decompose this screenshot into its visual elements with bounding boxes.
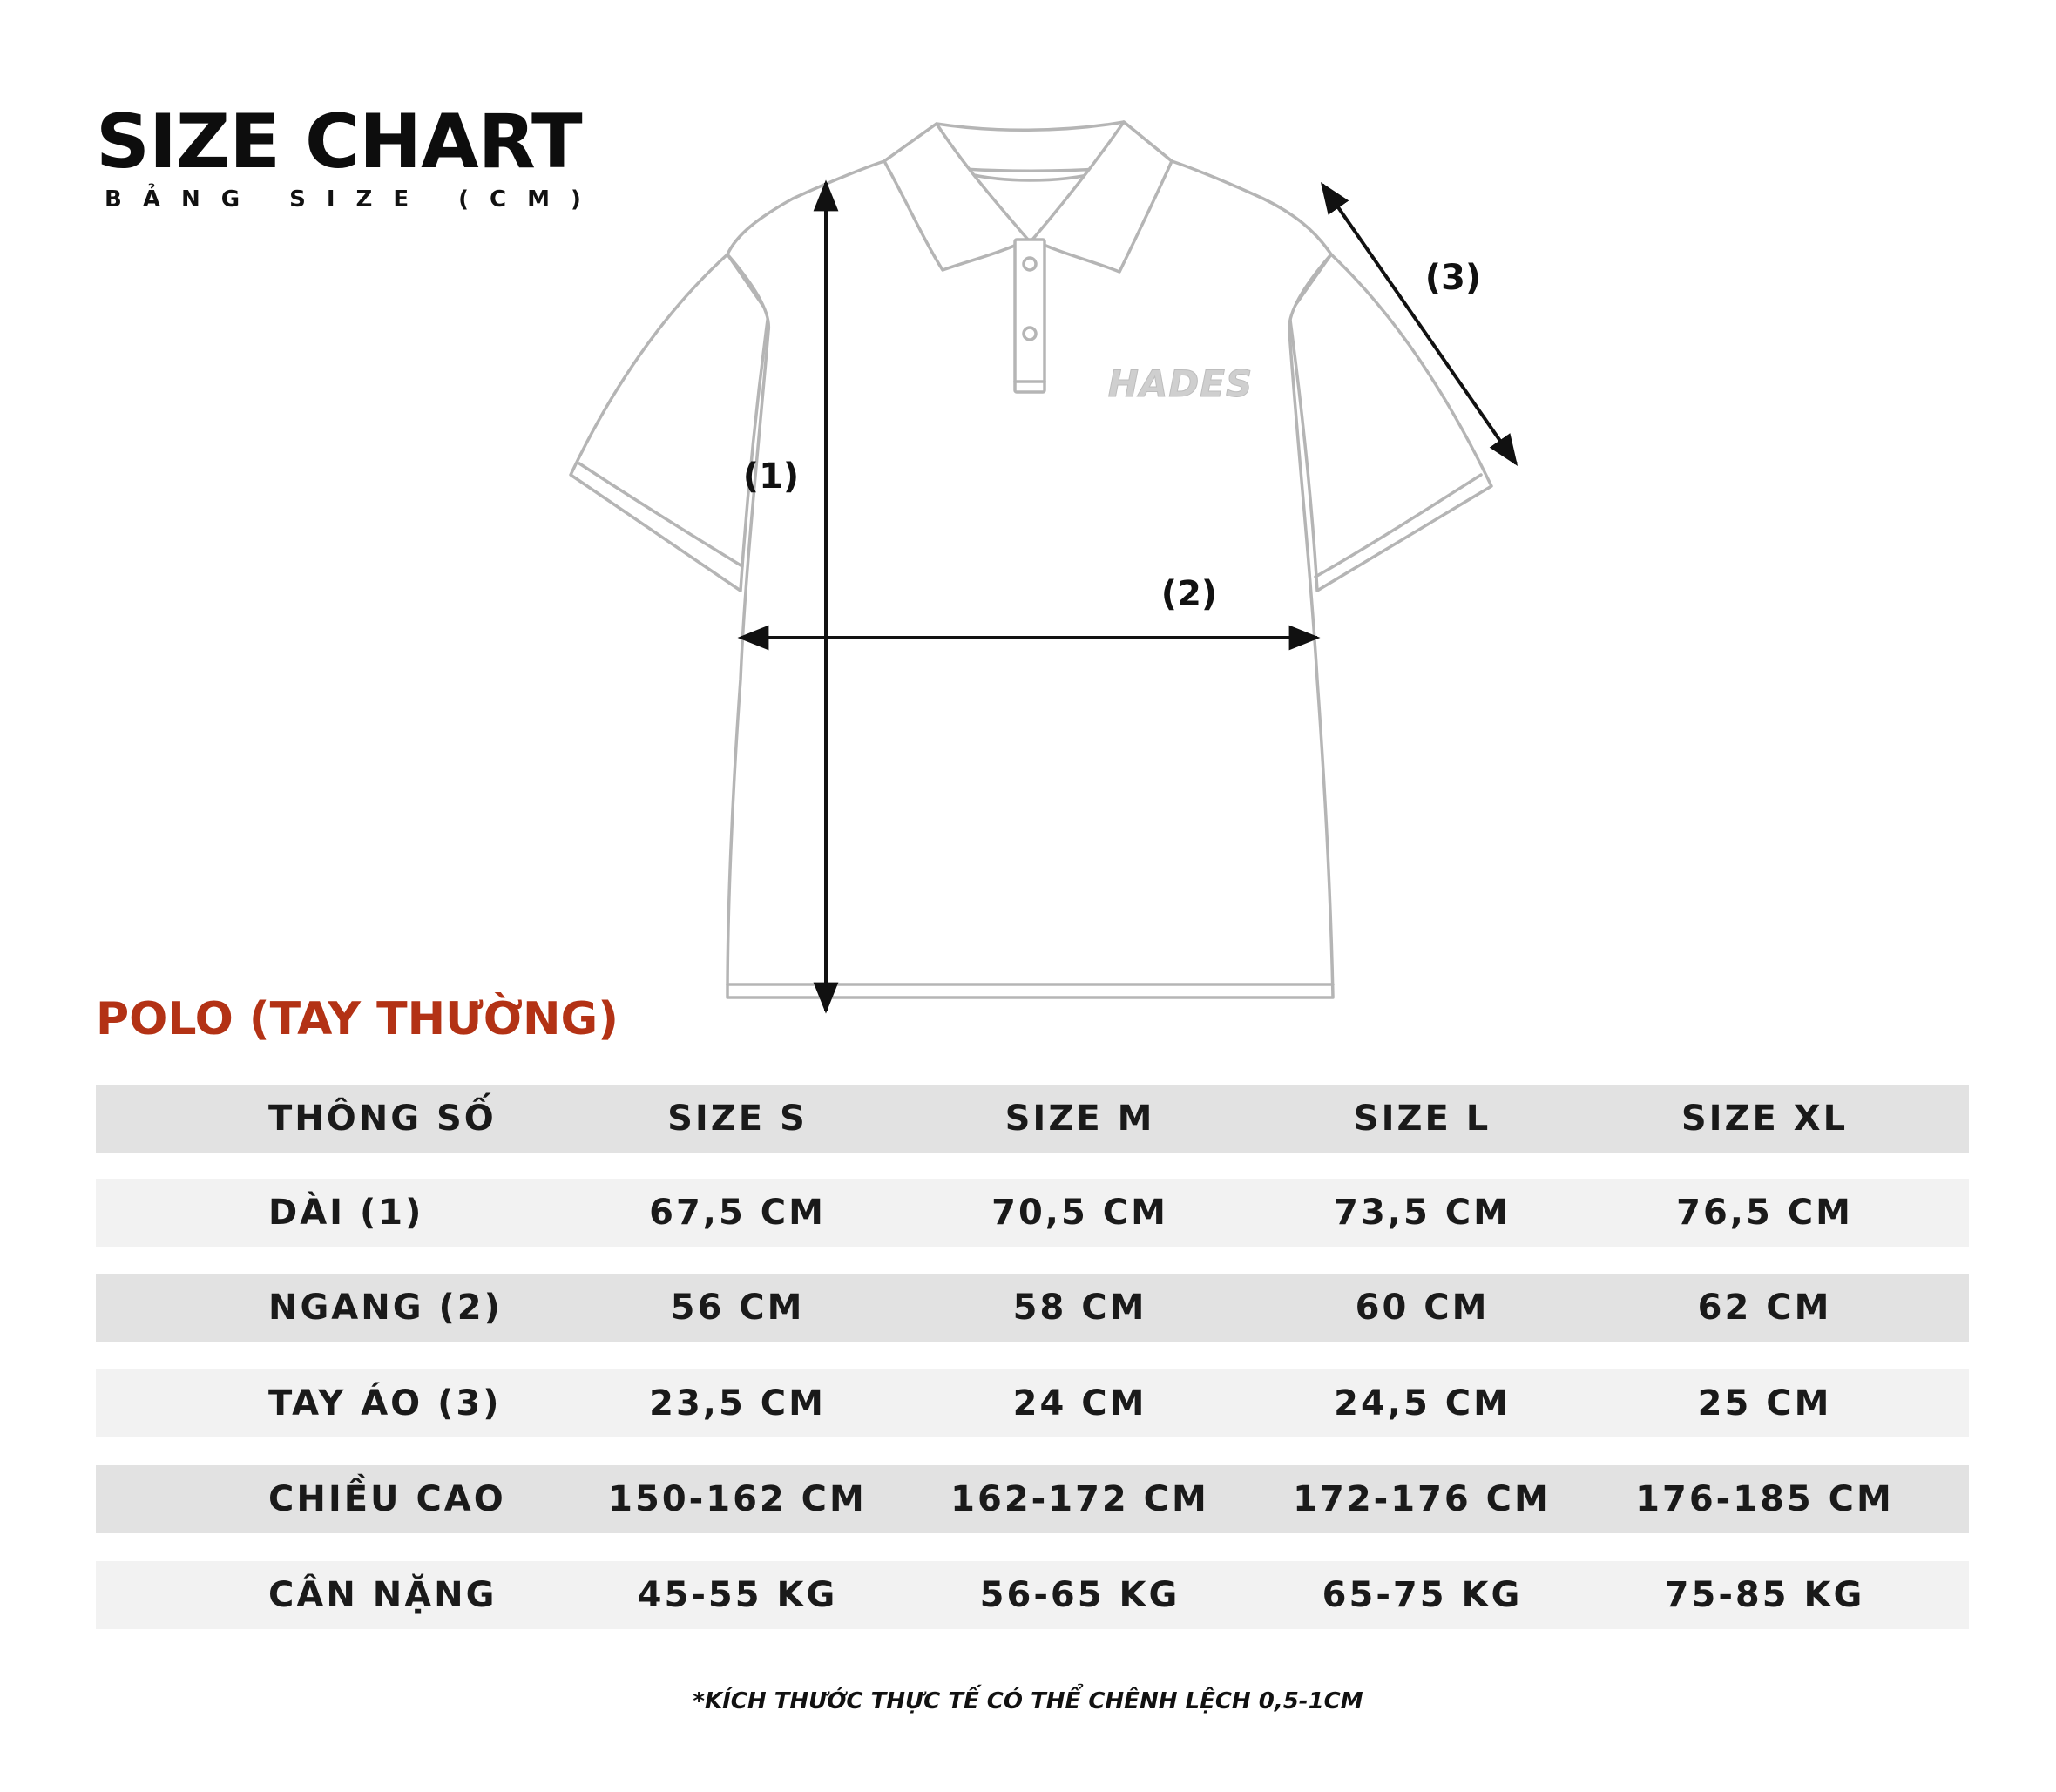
- row-label: CHIỀU CAO: [268, 1479, 506, 1519]
- row-value: 65-75 KG: [1322, 1575, 1523, 1615]
- measure-label-width: (2): [1160, 574, 1218, 614]
- table-header-row: [96, 1085, 1969, 1153]
- row-value: 75-85 KG: [1664, 1575, 1865, 1615]
- row-value: 67,5 CM: [649, 1193, 826, 1233]
- row-value: 172-176 CM: [1293, 1479, 1552, 1519]
- measure-label-sleeve: (3): [1424, 258, 1482, 298]
- row-value: 60 CM: [1355, 1288, 1490, 1328]
- left-sleeve: [571, 254, 768, 591]
- header-size-m: SIZE M: [1004, 1099, 1155, 1139]
- row-value: 76,5 CM: [1676, 1193, 1853, 1233]
- row-value: 24 CM: [1012, 1383, 1147, 1423]
- row-value: 56-65 KG: [979, 1575, 1180, 1615]
- row-value: 176-185 CM: [1635, 1479, 1894, 1519]
- row-label: CÂN NẶNG: [268, 1575, 497, 1615]
- table-row: [96, 1179, 1969, 1247]
- table-row: [96, 1465, 1969, 1533]
- row-value: 62 CM: [1697, 1288, 1832, 1328]
- row-label: NGANG (2): [268, 1288, 503, 1328]
- row-value: 24,5 CM: [1334, 1383, 1511, 1423]
- measurement-disclaimer: *KÍCH THƯỚC THỰC TẾ CÓ THỂ CHÊNH LỆCH 0,5-1CM: [693, 1688, 1363, 1714]
- table-row: [96, 1561, 1969, 1629]
- row-label: TAY ÁO (3): [268, 1383, 502, 1423]
- row-value: 56 CM: [670, 1288, 805, 1328]
- size-chart-subtitle: BẢNG SIZE (CM): [105, 186, 602, 213]
- measure-label-length: (1): [742, 456, 800, 497]
- row-value: 45-55 KG: [637, 1575, 838, 1615]
- row-value: 70,5 CM: [991, 1193, 1168, 1233]
- right-sleeve: [1289, 254, 1491, 591]
- button-bottom: [1024, 328, 1036, 340]
- product-name: POLO (TAY THƯỜNG): [96, 993, 619, 1045]
- table-row: [96, 1369, 1969, 1437]
- row-value: 25 CM: [1697, 1383, 1832, 1423]
- header-label: THÔNG SỐ: [268, 1099, 497, 1139]
- header-size-l: SIZE L: [1353, 1099, 1491, 1139]
- header-size-xl: SIZE XL: [1681, 1099, 1849, 1139]
- row-value: 23,5 CM: [649, 1383, 826, 1423]
- row-label: DÀI (1): [268, 1193, 424, 1233]
- button-top: [1024, 258, 1036, 270]
- row-value: 150-162 CM: [608, 1479, 867, 1519]
- shirt-outline: [571, 122, 1491, 997]
- table-row: [96, 1274, 1969, 1342]
- row-value: 162-172 CM: [950, 1479, 1209, 1519]
- row-value: 58 CM: [1012, 1288, 1147, 1328]
- header-size-s: SIZE S: [667, 1099, 808, 1139]
- size-chart-title: SIZE CHART: [96, 98, 582, 186]
- logo-hades: HADES: [1107, 362, 1254, 405]
- row-value: 73,5 CM: [1334, 1193, 1511, 1233]
